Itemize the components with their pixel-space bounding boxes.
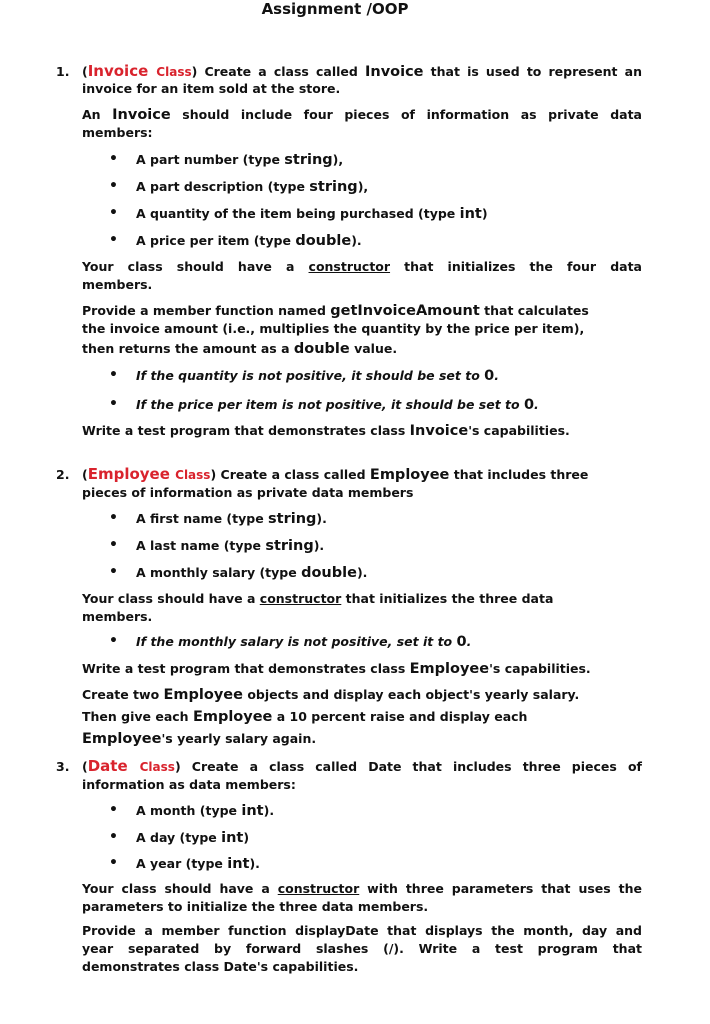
bullet-dot: •	[109, 633, 118, 649]
q2-bullet: A last name (type string).	[136, 538, 325, 554]
q3-intro-line2: information as data members:	[82, 777, 296, 792]
q1-bullet: A price per item (type double).	[136, 233, 362, 249]
bullet-dot: •	[109, 802, 118, 818]
q2-class-name: Employee	[87, 465, 170, 483]
q2-intro-line2: pieces of information as private data members	[82, 485, 414, 500]
q3-bullet: A day (type int)	[136, 830, 250, 846]
q3-bullet: A year (type int).	[136, 856, 260, 872]
q1-rule: If the price per item is not positive, it should be set to 0.	[136, 397, 539, 413]
q1-class-name: Invoice	[87, 62, 149, 80]
bullet-dot: •	[109, 178, 118, 194]
bullet-dot: •	[109, 537, 118, 553]
q1-bullet: A part number (type string),	[136, 152, 344, 168]
q2-intro-line1: (Employee Class) Create a class called Employee that includes three	[82, 465, 589, 483]
q1-intro-line1: (Invoice Class) Create a class called Invoice that is used to represent an	[82, 62, 643, 80]
q2-test-line: Write a test program that demonstrates class Employee's capabilities.	[82, 661, 591, 677]
q3-constructor-line2: parameters to initialize the three data members.	[82, 899, 429, 914]
bullet-dot: •	[109, 232, 118, 248]
q2-bullet: A first name (type string).	[136, 511, 327, 527]
q1-number: 1.	[56, 64, 70, 79]
q1-function-line3: then returns the amount as a double value.	[82, 341, 398, 357]
q1-members-line1: An Invoice should include four pieces of information as private data	[82, 107, 642, 123]
bullet-dot: •	[109, 510, 118, 526]
q2-raise-line: Then give each Employee a 10 percent raise and display each	[82, 709, 528, 725]
q1-constructor-line2: members.	[82, 277, 153, 292]
q1-members-line2: members:	[82, 125, 153, 140]
bullet-dot: •	[109, 829, 118, 845]
q3-function-line2: year separated by forward slashes (/). Write a test program that	[82, 941, 642, 956]
q2-again-line: Employee's yearly salary again.	[82, 731, 317, 747]
q3-intro-line1: (Date Class) Create a class called Date that includes three pieces of	[82, 757, 642, 775]
q1-intro-line2: invoice for an item sold at the store.	[82, 81, 341, 96]
q2-constructor-line1: Your class should have a constructor that initializes the three data	[82, 591, 554, 606]
bullet-dot: •	[109, 367, 118, 383]
q3-class-name: Date	[87, 757, 128, 775]
q1-function-line2: the invoice amount (i.e., multiplies the quantity by the price per item),	[82, 321, 585, 336]
bullet-dot: •	[109, 205, 118, 221]
q1-constructor-line1: Your class should have a constructor that initializes the four data	[82, 259, 642, 274]
q2-number: 2.	[56, 467, 70, 482]
q3-number: 3.	[56, 759, 70, 774]
q1-test-line: Write a test program that demonstrates class Invoice's capabilities.	[82, 423, 570, 439]
q3-bullet: A month (type int).	[136, 803, 275, 819]
q2-bullet: A monthly salary (type double).	[136, 565, 368, 581]
bullet-dot: •	[109, 396, 118, 412]
page-title: Assignment /OOP	[261, 0, 409, 18]
bullet-dot: •	[109, 151, 118, 167]
q3-constructor-line1: Your class should have a constructor with three parameters that uses the	[82, 881, 643, 896]
q3-function-line1: Provide a member function displayDate that displays the month, day and	[82, 923, 642, 938]
bullet-dot: •	[109, 564, 118, 580]
q1-function-line1: Provide a member function named getInvoiceAmount that calculates	[82, 303, 589, 319]
q1-rule: If the quantity is not positive, it should be set to 0.	[136, 368, 500, 384]
q2-constructor-line2: members.	[82, 609, 153, 624]
q2-rule: If the monthly salary is not positive, set it to 0.	[136, 634, 472, 650]
q1-bullet: A part description (type string),	[136, 179, 369, 195]
q2-create-line: Create two Employee objects and display each object's yearly salary.	[82, 687, 580, 703]
q1-bullet: A quantity of the item being purchased (type int)	[136, 206, 488, 222]
bullet-dot: •	[109, 855, 118, 871]
q3-function-line3: demonstrates class Date's capabilities.	[82, 959, 359, 974]
